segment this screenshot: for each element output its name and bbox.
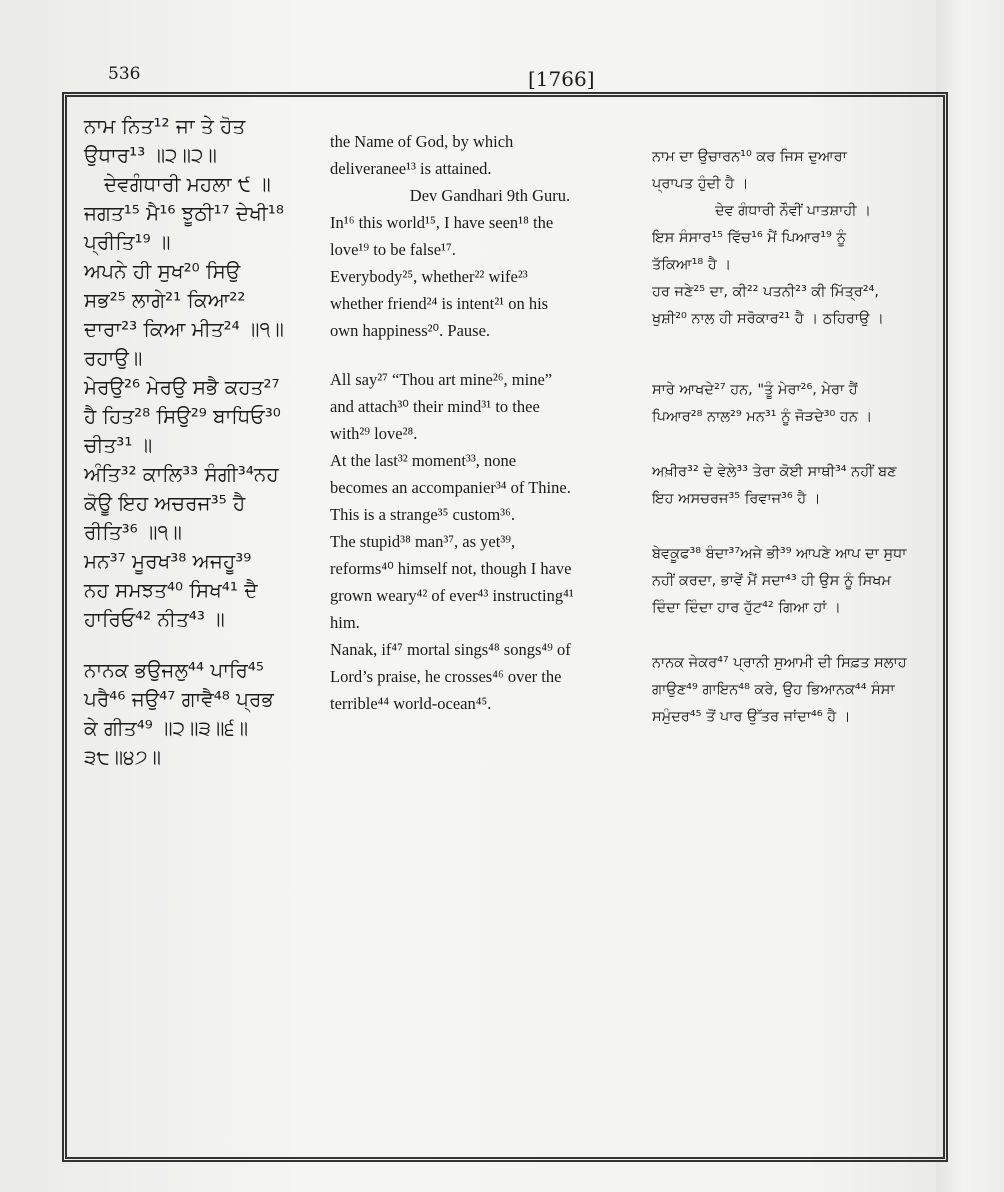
punjabi-line: ਇਹ ਅਸਚਰਜ³⁵ ਰਿਵਾਜ³⁶ ਹੈ । [652, 491, 821, 507]
gurmukhi-line: ਨਹ ਸਮਝਤ⁴⁰ ਸਿਖ⁴¹ ਦੈ [84, 578, 258, 602]
english-line: whether friend²⁴ is intent²¹ on his [330, 294, 549, 313]
punjabi-line: ਪਿਆਰ²⁸ ਨਾਲ²⁹ ਮਨ³¹ ਨੂੰ ਜੋੜਦੇ³⁰ ਹਨ । [652, 409, 873, 425]
english-line: Everybody²⁵, whether²² wife²³ [330, 267, 528, 286]
english-line: with²⁹ love²⁸. [330, 424, 418, 443]
punjabi-line: ਗਾਉਣ⁴⁹ ਗਾਇਨ⁴⁸ ਕਰੇ, ਉਹ ਭਿਆਨਕ⁴⁴ ਸੰਸਾ [652, 682, 895, 698]
punjabi-line: ਖੁਸ਼ੀ²⁰ ਨਾਲ ਹੀ ਸਰੋਕਾਰ²¹ ਹੈ । ਠਹਿਰਾਉ । [652, 311, 884, 327]
page-number: 536 [108, 64, 141, 84]
gurmukhi-line: ਹਾਰਿਓ⁴² ਨੀਤ⁴³ ॥ [84, 607, 225, 631]
english-line: him. [330, 613, 360, 632]
punjabi-line: ਹਰ ਜਣੇ²⁵ ਦਾ, ਕੀ²² ਪਤਨੀ²³ ਕੀ ਮਿੱਤ੍ਰ²⁴, [652, 284, 879, 300]
gurmukhi-line: ੩੮॥੪੭॥ [84, 745, 162, 769]
punjabi-heading: ਦੇਵ ਗੰਧਾਰੀ ਨੌਵੀਂ ਪਾਤਸ਼ਾਹੀ । [715, 203, 871, 219]
english-line: Lord’s praise, he crosses⁴⁶ over the [330, 667, 562, 686]
punjabi-line: ਨਾਨਕ ਜੇਕਰ⁴⁷ ਪ੍ਰਾਨੀ ਸੁਆਮੀ ਦੀ ਸਿਫ਼ਤ ਸਲਾਹ [652, 655, 907, 671]
english-column [330, 128, 650, 717]
punjabi-line: ਨਾਮ ਦਾ ਉਚਾਰਨ¹⁰ ਕਰ ਜਿਸ ਦੁਆਰਾ [652, 149, 847, 165]
gurmukhi-line: ਕੋਊ ਇਹ ਅਚਰਜ³⁵ ਹੈ [84, 491, 246, 515]
english-line: At the last³² moment³³, none [330, 451, 517, 470]
gurmukhi-line: ਅੰਤਿ³² ਕਾਲਿ³³ ਸੰਗੀ³⁴ਨਹ [84, 462, 279, 486]
gurmukhi-line: ਨਾਮ ਨਿਤ¹² ਜਾ ਤੇ ਹੋਤ [84, 114, 246, 138]
english-line: becomes an accompanier³⁴ of Thine. [330, 478, 571, 497]
english-line: The stupid³⁸ man³⁷, as yet³⁹, [330, 532, 516, 551]
gurmukhi-line: ਪ੍ਰੀਤਿ¹⁹ ॥ [84, 230, 171, 254]
english-line: reforms⁴⁰ himself not, though I have [330, 559, 572, 578]
punjabi-line: ਤੱਕਿਆ¹⁸ ਹੈ । [652, 257, 732, 273]
punjabi-line: ਬੇਵਕੂਫ³⁸ ਬੰਦਾ³⁷ਅਜੇ ਭੀ³⁹ ਆਪਣੇ ਆਪ ਦਾ ਸੁਧਾ [652, 546, 907, 562]
gurmukhi-line: ਚੀਤ³¹ ॥ [84, 433, 153, 457]
gurmukhi-line: ਮਨ³⁷ ਮੂਰਖ³⁸ ਅਜਹੂ³⁹ [84, 549, 252, 573]
punjabi-line: ਅਖ਼ੀਰ³² ਦੇ ਵੇਲੇ³³ ਤੇਰਾ ਕੋਈ ਸਾਥੀ³⁴ ਨਹੀਂ ਬਣ [652, 464, 897, 480]
english-line: In¹⁶ this world¹⁵, I have seen¹⁸ the [330, 213, 554, 232]
english-line: love¹⁹ to be false¹⁷. [330, 240, 456, 259]
english-line: and attach³⁰ their mind³¹ to thee [330, 397, 540, 416]
english-heading: Dev Gandhari 9th Guru. [409, 186, 571, 205]
english-line: grown weary⁴² of ever⁴³ instructing⁴¹ [330, 586, 574, 605]
gurmukhi-line: ਜਗਤ¹⁵ ਮੈ¹⁶ ਝੂਠੀ¹⁷ ਦੇਖੀ¹⁸ [84, 201, 284, 225]
punjabi-line: ਨਹੀਂ ਕਰਦਾ, ਭਾਵੇਂ ਮੈਂ ਸਦਾ⁴³ ਹੀ ਉਸ ਨੂੰ ਸਿਖਮ [652, 573, 892, 589]
punjabi-column [652, 144, 934, 731]
gurmukhi-line: ਦਾਰਾ²³ ਕਿਆ ਮੀਤ²⁴ ॥੧॥ [84, 317, 284, 341]
punjabi-line: ਸਾਰੇ ਆਖਦੇ²⁷ ਹਨ, "ਤੂੰ ਮੇਰਾ²⁶, ਮੇਰਾ ਹੈਂ [652, 382, 858, 398]
english-line: All say²⁷ “Thou art mine²⁶, mine” [330, 370, 553, 389]
english-line: Nanak, if⁴⁷ mortal sings⁴⁸ songs⁴⁹ of [330, 640, 571, 659]
gurmukhi-line: ਕੇ ਗੀਤ⁴⁹ ॥੨॥੩॥੬॥ [84, 716, 249, 740]
gurmukhi-line: ਅਪਨੇ ਹੀ ਸੁਖ²⁰ ਸਿਉ [84, 259, 241, 283]
gurmukhi-line: ਪਰੈ⁴⁶ ਜਉ⁴⁷ ਗਾਵੈ⁴⁸ ਪ੍ਰਭ [84, 687, 274, 711]
gurmukhi-spacer [84, 634, 324, 656]
gurmukhi-line: ਹੈ ਹਿਤ²⁸ ਸਿਉ²⁹ ਬਾਧਿਓ³⁰ [84, 404, 281, 428]
english-line: deliveranee¹³ is attained. [330, 159, 492, 178]
punjabi-line: ਦਿੰਦਾ ਦਿੰਦਾ ਹਾਰ ਹੁੱਟ⁴² ਗਿਆ ਹਾਂ । [652, 600, 841, 616]
english-line: terrible⁴⁴ world-ocean⁴⁵. [330, 694, 492, 713]
gurmukhi-line: ਸਭ²⁵ ਲਾਗੇ²¹ ਕਿਆ²² [84, 288, 246, 312]
english-line: own happiness²⁰. Pause. [330, 321, 491, 340]
english-line: the Name of God, by which [330, 132, 514, 151]
punjabi-line: ਪ੍ਰਾਪਤ ਹੁੰਦੀ ਹੈ । [652, 176, 749, 192]
gurmukhi-line: ਨਾਨਕ ਭਉਜਲੁ⁴⁴ ਪਾਰਿ⁴⁵ [84, 658, 264, 682]
gurmukhi-line: ਰਹਾਉ॥ [84, 346, 143, 370]
english-line: This is a strange³⁵ custom³⁶. [330, 505, 515, 524]
gurmukhi-line: ਉਧਾਰ¹³ ॥੨॥੨॥ [84, 143, 217, 167]
gurmukhi-line: ਦੇਵਗੰਧਾਰੀ ਮਹਲਾ ੯ ॥ [104, 172, 271, 196]
punjabi-line: ਸਮੁੰਦਰ⁴⁵ ਤੋਂ ਪਾਰ ਉੱਤਰ ਜਾਂਦਾ⁴⁶ ਹੈ । [652, 709, 851, 725]
gurmukhi-line: ਮੇਰਉ²⁶ ਮੇਰਉ ਸਭੈ ਕਹਤ²⁷ [84, 375, 280, 399]
running-head: [1766] [528, 67, 595, 91]
gurmukhi-column [84, 112, 324, 772]
punjabi-line: ਇਸ ਸੰਸਾਰ¹⁵ ਵਿੱਚ¹⁶ ਮੈਂ ਪਿਆਰ¹⁹ ਨੂੰ [652, 230, 846, 246]
gurmukhi-line: ਰੀਤਿ³⁶ ॥੧॥ [84, 520, 182, 544]
